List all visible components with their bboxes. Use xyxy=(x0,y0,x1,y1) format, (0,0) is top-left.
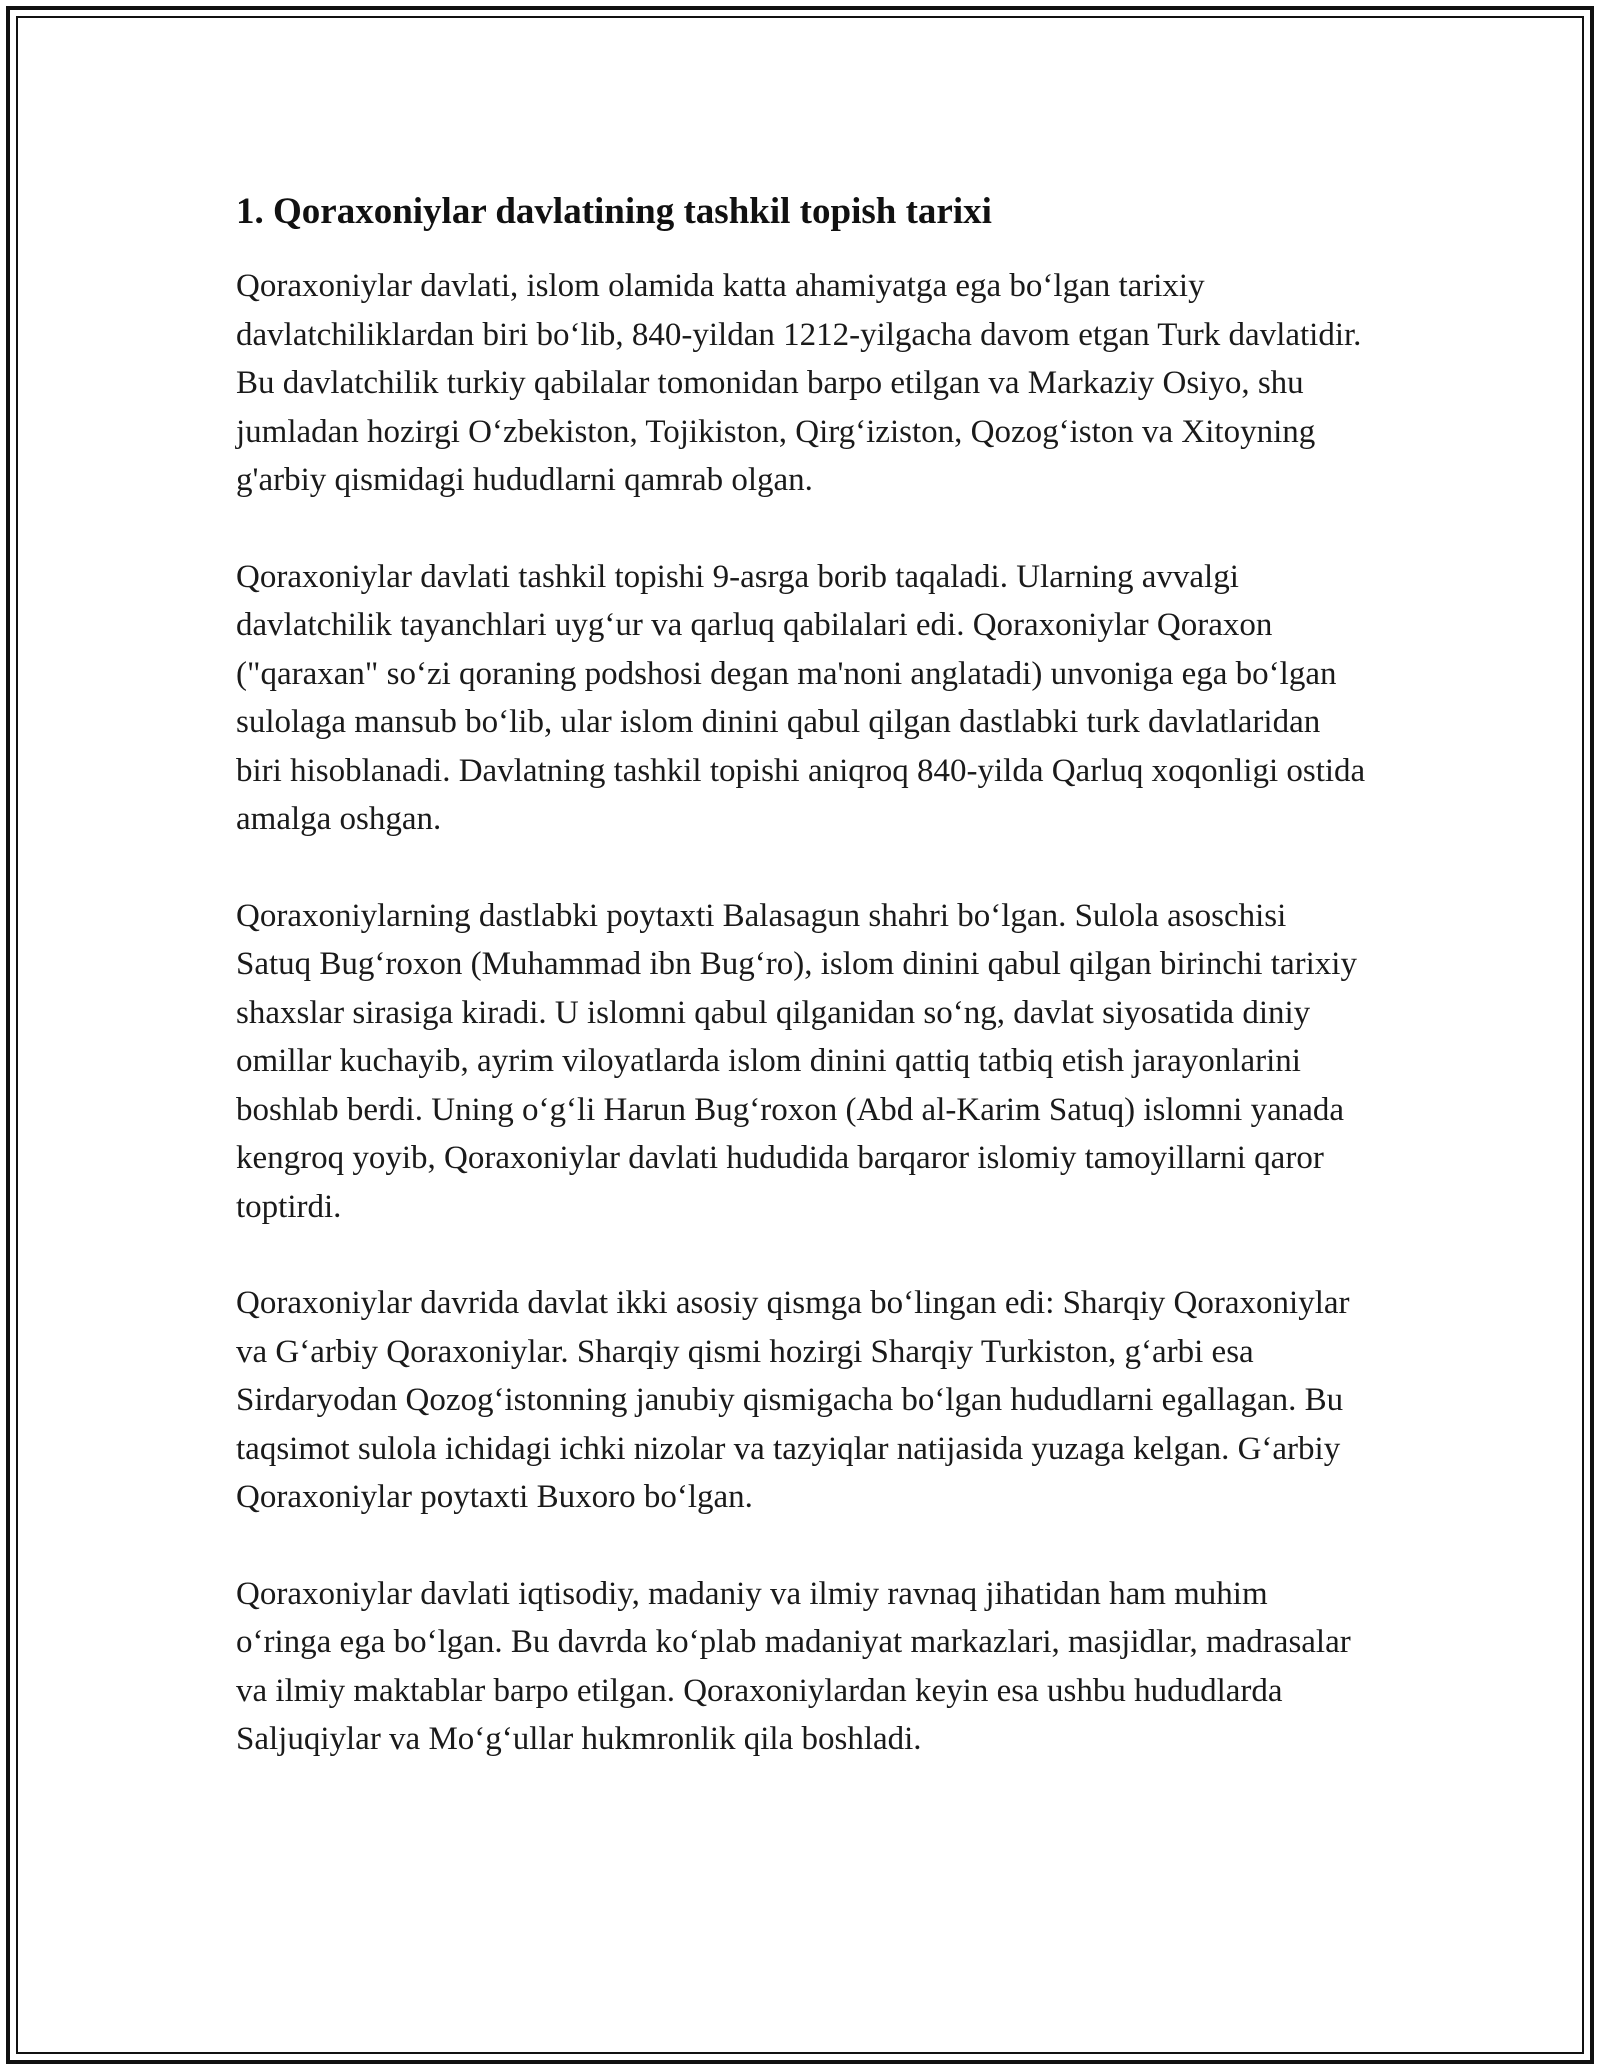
document-title: 1. Qoraxoniylar davlatining tashkil topish tarixi xyxy=(236,191,992,232)
paragraph-2: Qoraxoniylar davlati tashkil topishi 9-asrga borib taqaladi. Ularning avvalgi davlatchilik tayanchlari uyg‘ur va qarluq qabilalari edi. Qoraxoniylar Qoraxon ("qaraxan" so‘zi qoraning podshosi degan ma'noni anglatadi) unvoniga ega bo‘lgan sulolaga mansub bo‘lib, ular islom dinini qabul qilgan dastlabki turk davlatlaridan biri hisoblanadi. Davlatning tashkil topishi aniqroq 840-yilda Qarluq xoqonligi ostida amalga oshgan. xyxy=(236,558,1366,837)
paragraph-3: Qoraxoniylarning dastlabki poytaxti Balasagun shahri bo‘lgan. Sulola asoschisi Satuq Bug‘roxon (Muhammad ibn Bug‘ro), islom dinini qabul qilgan birinchi tarixiy shaxslar sirasiga kiradi. U islomni qabul qilganidan so‘ng, davlat siyosatida diniy omillar kuchayib, ayrim viloyatlarda islom dinini qattiq tatbiq etish jarayonlarini boshlab berdi. Uning o‘g‘li Harun Bug‘roxon (Abd al-Karim Satuq) islomni yanada kengroq yoyib, Qoraxoniylar davlati hududida barqaror islomiy tamoyillarni qaror toptirdi. xyxy=(236,897,1357,1225)
paragraph-5: Qoraxoniylar davlati iqtisodiy, madaniy va ilmiy ravnaq jihatidan ham muhim o‘ringa ega bo‘lgan. Bu davrda ko‘plab madaniyat markazlari, masjidlar, madrasalar va ilmiy maktablar barpo etilgan. Qoraxoniylardan keyin esa ushbu hududlarda Saljuqiylar va Mo‘g‘ullar hukmronlik qila boshladi. xyxy=(236,1575,1351,1757)
paragraph-4: Qoraxoniylar davrida davlat ikki asosiy qismga bo‘lingan edi: Sharqiy Qoraxoniylar va G‘arbiy Qoraxoniylar. Sharqiy qismi hozirgi Sharqiy Turkiston, g‘arbi esa Sirdaryodan Qozog‘istonning janubiy qismigacha bo‘lgan hududlarni egallagan. Bu taqsimot sulola ichidagi ichki nizolar va tazyiqlar natijasida yuzaga kelgan. G‘arbiy Qoraxoniylar poytaxti Buxoro bo‘lgan. xyxy=(236,1285,1350,1515)
paragraph-1: Qoraxoniylar davlati, islom olamida katta ahamiyatga ega bo‘lgan tarixiy davlatchiliklardan biri bo‘lib, 840-yildan 1212-yilgacha davom etgan Turk davlatidir. Bu davlatchilik turkiy qabilalar tomonidan barpo etilgan va Markaziy Osiyo, shu jumladan hozirgi O‘zbekiston, Tojikiston, Qirg‘iziston, Qozog‘iston va Xitoyning g'arbiy qismidagi hududlarni qamrab olgan. xyxy=(236,268,1362,498)
document-body xyxy=(236,188,1366,1812)
